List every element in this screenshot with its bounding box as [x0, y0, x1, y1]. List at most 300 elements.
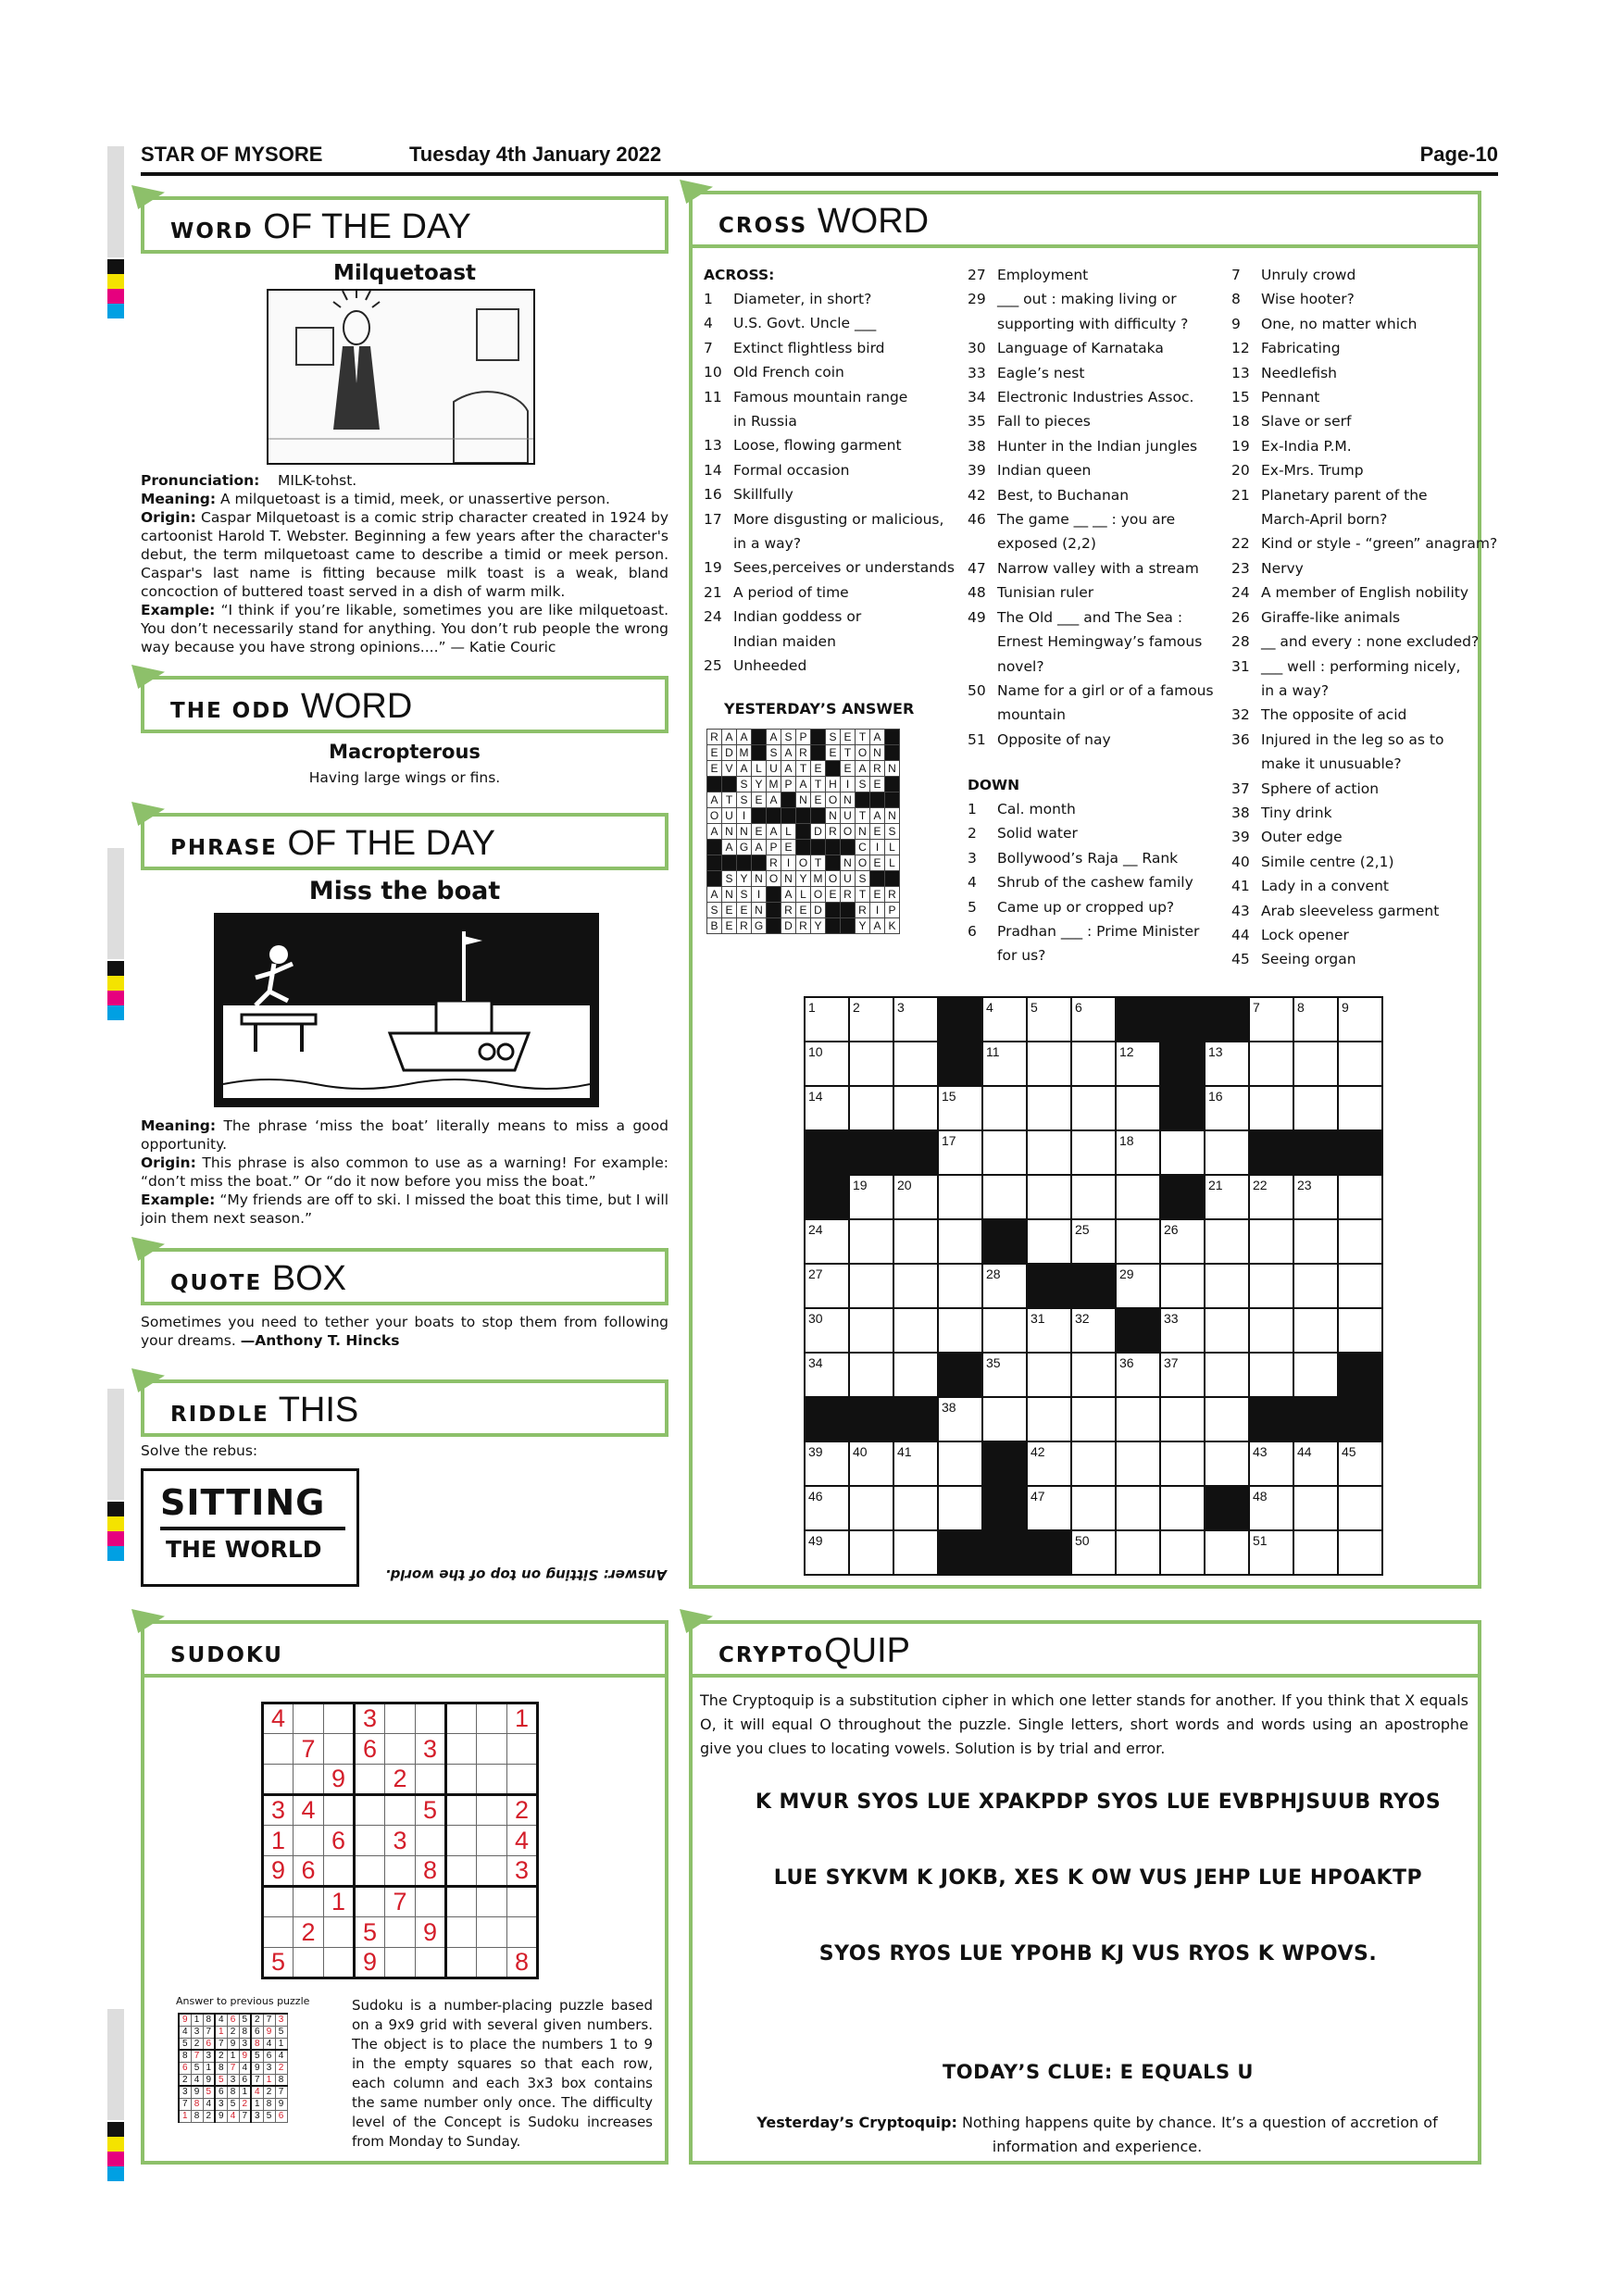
sudoku-cell[interactable] [355, 1887, 385, 1917]
crossword-cell[interactable] [1338, 1486, 1382, 1530]
sudoku-cell[interactable]: 6 [324, 1826, 355, 1856]
reg-magenta [107, 2152, 124, 2166]
prev-answer-cell: 8 [203, 2014, 215, 2026]
crossword-cell[interactable]: 17 [938, 1130, 982, 1175]
clue-number: 39 [1231, 829, 1250, 846]
crossword-cell[interactable] [1116, 1397, 1160, 1441]
sudoku-cell[interactable] [446, 1917, 477, 1948]
answer-cell: G [752, 918, 767, 934]
sudoku-cell[interactable] [324, 1703, 355, 1734]
crossword-cell[interactable] [893, 1308, 938, 1353]
sudoku-cell[interactable] [507, 1917, 538, 1948]
crossword-cell[interactable] [1205, 1130, 1249, 1175]
crossword-cell[interactable] [1027, 1175, 1071, 1219]
prev-answer-cell: 6 [215, 2086, 227, 2098]
crossword-cell[interactable]: 36 [1116, 1353, 1160, 1397]
crossword-cell[interactable]: 20 [893, 1175, 938, 1219]
sudoku-cell[interactable]: 9 [263, 1856, 294, 1887]
sudoku-cell[interactable] [477, 1948, 507, 1978]
crossword-cell[interactable] [1116, 1486, 1160, 1530]
crossword-cell[interactable]: 32 [1071, 1308, 1116, 1353]
clue-number: 39 [968, 462, 986, 480]
crossword-cell[interactable] [1338, 1042, 1382, 1086]
crossword-cell[interactable]: 4 [982, 997, 1027, 1042]
crossword-cell[interactable]: 19 [849, 1175, 893, 1219]
black-square [811, 745, 826, 761]
sudoku-cell[interactable] [477, 1917, 507, 1948]
section-title: QUOTE BOX [170, 1259, 346, 1298]
sudoku-cell[interactable] [324, 1917, 355, 1948]
crossword-cell[interactable]: 16 [1205, 1086, 1249, 1130]
crossword-cell[interactable] [1338, 1264, 1382, 1308]
clue-row [704, 630, 955, 654]
crossword-cell[interactable] [893, 1086, 938, 1130]
prev-answer-cell: 5 [191, 2062, 203, 2074]
answer-cell: R [885, 887, 900, 903]
sudoku-cell[interactable] [507, 1734, 538, 1765]
sudoku-cell[interactable] [385, 1856, 416, 1887]
prev-answer-cell: 8 [227, 2086, 239, 2098]
black-square [707, 840, 722, 855]
crossword-cell[interactable] [1293, 1086, 1338, 1130]
crossword-cell[interactable] [1205, 1264, 1249, 1308]
crossword-cell[interactable] [982, 1175, 1027, 1219]
crossword-cell[interactable] [1160, 1397, 1205, 1441]
crossword-cell[interactable] [938, 1264, 982, 1308]
crossword-cell[interactable] [1160, 1130, 1205, 1175]
crossword-cell[interactable] [1071, 1441, 1116, 1486]
prev-answer-cell: 3 [215, 2098, 227, 2110]
crossword-cell[interactable] [1027, 1219, 1071, 1264]
sudoku-cell[interactable] [294, 1765, 324, 1795]
answer-cell: P [885, 903, 900, 918]
crossword-cell[interactable] [1071, 1042, 1116, 1086]
crossword-cell[interactable] [1160, 1486, 1205, 1530]
prev-answer-cell: 4 [203, 2098, 215, 2110]
crossword-cell[interactable]: 41 [893, 1441, 938, 1486]
crossword-cell[interactable]: 5 [1027, 997, 1071, 1042]
sudoku-cell[interactable] [507, 1887, 538, 1917]
clue-number: 5 [968, 898, 977, 916]
sudoku-cell[interactable] [294, 1703, 324, 1734]
sudoku-cell[interactable] [294, 1826, 324, 1856]
crossword-cell[interactable]: 37 [1160, 1353, 1205, 1397]
sudoku-cell[interactable] [263, 1917, 294, 1948]
sudoku-cell[interactable]: 4 [263, 1703, 294, 1734]
clue-text: Ex-Mrs. Trump [1261, 462, 1364, 480]
sudoku-cell[interactable] [416, 1887, 446, 1917]
crossword-cell[interactable] [1027, 1353, 1071, 1397]
crossword-cell[interactable]: 21 [1205, 1175, 1249, 1219]
crossword-cell[interactable]: 12 [1116, 1042, 1160, 1086]
sudoku-cell[interactable] [477, 1734, 507, 1765]
sudoku-cell[interactable]: 1 [263, 1826, 294, 1856]
sudoku-cell[interactable] [477, 1856, 507, 1887]
crossword-cell[interactable] [849, 1486, 893, 1530]
crossword-cell[interactable] [1293, 1530, 1338, 1575]
sudoku-cell[interactable]: 5 [263, 1948, 294, 1978]
crossword-cell[interactable] [1027, 1086, 1071, 1130]
crossword-cell[interactable]: 38 [938, 1397, 982, 1441]
sudoku-cell[interactable] [385, 1917, 416, 1948]
crossword-cell[interactable]: 39 [805, 1441, 849, 1486]
sudoku-cell[interactable]: 8 [507, 1948, 538, 1978]
crossword-cell[interactable] [1293, 1308, 1338, 1353]
crossword-cell[interactable] [1205, 1441, 1249, 1486]
answer-cell: O [796, 855, 811, 871]
crossword-cell[interactable] [1249, 1264, 1293, 1308]
sudoku-cell[interactable]: 1 [507, 1703, 538, 1734]
answer-cell: N [796, 792, 811, 808]
crossword-cell[interactable] [1249, 1353, 1293, 1397]
sudoku-cell[interactable] [416, 1948, 446, 1978]
clue-row [1231, 947, 1497, 971]
crossword-cell[interactable]: 47 [1027, 1486, 1071, 1530]
crossword-cell[interactable]: 34 [805, 1353, 849, 1397]
sudoku-cell[interactable] [446, 1703, 477, 1734]
sudoku-cell[interactable] [324, 1948, 355, 1978]
sudoku-cell[interactable] [477, 1703, 507, 1734]
prev-answer-cell: 4 [239, 2062, 251, 2074]
crossword-cell[interactable] [1338, 1219, 1382, 1264]
crossword-cell[interactable]: 42 [1027, 1441, 1071, 1486]
crossword-cell[interactable]: 23 [1293, 1175, 1338, 1219]
crossword-cell[interactable] [849, 1264, 893, 1308]
clue-text: Bollywood’s Raja __ Rank [997, 849, 1179, 867]
crossword-cell[interactable] [893, 1486, 938, 1530]
crossword-cell[interactable] [938, 1308, 982, 1353]
sudoku-cell[interactable]: 9 [416, 1917, 446, 1948]
crossword-cell[interactable] [1116, 1441, 1160, 1486]
sudoku-cell[interactable]: 9 [355, 1948, 385, 1978]
clue-text: in a way? [1261, 681, 1330, 699]
clue-text: Shrub of the cashew family [997, 874, 1193, 892]
sudoku-cell[interactable] [416, 1765, 446, 1795]
sudoku-cell[interactable] [477, 1795, 507, 1826]
answer-cell: Y [856, 918, 870, 934]
crossword-cell[interactable] [1027, 1042, 1071, 1086]
sudoku-cell[interactable] [446, 1826, 477, 1856]
answer-cell: N [722, 887, 737, 903]
clue-row [704, 580, 955, 605]
crossword-cell[interactable] [1205, 1308, 1249, 1353]
sudoku-cell[interactable] [477, 1765, 507, 1795]
crossword-cell[interactable] [1071, 1130, 1116, 1175]
crossword-cell[interactable] [982, 1086, 1027, 1130]
crossword-cell[interactable] [982, 1308, 1027, 1353]
crossword-cell[interactable]: 27 [805, 1264, 849, 1308]
sudoku-cell[interactable]: 5 [355, 1917, 385, 1948]
prev-answer-cell: 7 [215, 2038, 227, 2050]
crossword-cell[interactable] [1338, 1086, 1382, 1130]
crossword-cell[interactable] [1071, 1175, 1116, 1219]
sudoku-cell[interactable] [355, 1826, 385, 1856]
crossword-cell[interactable] [849, 1353, 893, 1397]
crossword-cell[interactable] [1205, 1353, 1249, 1397]
crossword-cell[interactable]: 3 [893, 997, 938, 1042]
prev-answer-cell: 6 [251, 2026, 263, 2038]
sudoku-cell[interactable] [263, 1887, 294, 1917]
clue-number: 28 [1231, 633, 1250, 651]
crossword-cell[interactable]: 30 [805, 1308, 849, 1353]
answer-cell: E [781, 840, 796, 855]
crossword-cell[interactable] [1249, 1308, 1293, 1353]
sudoku-cell[interactable] [385, 1734, 416, 1765]
sudoku-cell[interactable] [324, 1734, 355, 1765]
prev-answer-cell: 3 [227, 2074, 239, 2086]
answer-cell: N [885, 761, 900, 777]
prev-answer-cell: 5 [263, 2110, 275, 2122]
crossword-cell[interactable]: 46 [805, 1486, 849, 1530]
crossword-cell[interactable] [893, 1042, 938, 1086]
clue-number: 14 [704, 461, 722, 479]
sudoku-cell[interactable]: 2 [507, 1795, 538, 1826]
sudoku-cell[interactable] [446, 1734, 477, 1765]
sudoku-cell[interactable]: 3 [355, 1703, 385, 1734]
sudoku-cell[interactable]: 3 [385, 1826, 416, 1856]
clue-number: 6 [968, 923, 977, 941]
crossword-cell[interactable] [1338, 1530, 1382, 1575]
crossword-cell[interactable]: 13 [1205, 1042, 1249, 1086]
crossword-cell[interactable] [938, 1175, 982, 1219]
crossword-cell[interactable]: 48 [1249, 1486, 1293, 1530]
crossword-cell[interactable]: 6 [1071, 997, 1116, 1042]
clue-text: Hunter in the Indian jungles [997, 437, 1198, 455]
sudoku-cell[interactable] [416, 1826, 446, 1856]
crossword-cell[interactable]: 8 [1293, 997, 1338, 1042]
clue-text: exposed (2,2) [997, 535, 1096, 553]
crossword-cell[interactable]: 14 [805, 1086, 849, 1130]
sudoku-cell[interactable] [477, 1826, 507, 1856]
crossword-cell[interactable] [1249, 1219, 1293, 1264]
crossword-cell[interactable] [1338, 1308, 1382, 1353]
crossword-cell[interactable] [1116, 1175, 1160, 1219]
sudoku-cell[interactable]: 4 [294, 1795, 324, 1826]
crossword-cell[interactable]: 44 [1293, 1441, 1338, 1486]
prev-answer-cell: 2 [263, 2086, 275, 2098]
crossword-cell[interactable] [1071, 1486, 1116, 1530]
sudoku-cell[interactable] [355, 1856, 385, 1887]
sudoku-cell[interactable] [446, 1887, 477, 1917]
prev-answer-cell: 8 [191, 2110, 203, 2122]
clue-number: 42 [968, 486, 986, 504]
crossword-cell[interactable] [1249, 1042, 1293, 1086]
cipher-line-3: SYOS RYOS LUE YPOHB KJ VUS RYOS K WPOVS. [818, 1942, 1378, 1965]
sudoku-cell[interactable]: 7 [385, 1887, 416, 1917]
answer-cell: O [826, 792, 841, 808]
crossword-cell[interactable] [849, 1086, 893, 1130]
crossword-cell[interactable] [849, 1530, 893, 1575]
corner-flag [131, 1237, 165, 1261]
answer-cell: R [707, 730, 722, 745]
prev-answer-cell: 3 [239, 2038, 251, 2050]
clue-row [704, 605, 955, 629]
crossword-cell[interactable] [1205, 1219, 1249, 1264]
crossword-cell[interactable]: 43 [1249, 1441, 1293, 1486]
sudoku-cell[interactable] [385, 1948, 416, 1978]
sudoku-cell[interactable]: 4 [507, 1826, 538, 1856]
crossword-cell[interactable] [1293, 1042, 1338, 1086]
crossword-cell[interactable]: 9 [1338, 997, 1382, 1042]
sudoku-cell[interactable]: 3 [263, 1795, 294, 1826]
sudoku-cell[interactable]: 2 [294, 1917, 324, 1948]
crossword-cell[interactable]: 25 [1071, 1219, 1116, 1264]
clue-number: 16 [704, 486, 722, 504]
clue-row [704, 458, 955, 482]
crossword-cell[interactable]: 28 [982, 1264, 1027, 1308]
crossword-cell[interactable] [1160, 1441, 1205, 1486]
crossword-cell[interactable] [849, 1308, 893, 1353]
black-square [752, 730, 767, 745]
reg-magenta [107, 991, 124, 1005]
clue-text: Best, to Buchanan [997, 486, 1130, 504]
clue-text: Unruly crowd [1261, 267, 1356, 283]
crossword-cell[interactable] [1293, 1219, 1338, 1264]
crossword-cell[interactable] [1249, 1086, 1293, 1130]
yesterday-answer-grid [706, 729, 900, 934]
sudoku-cell[interactable]: 2 [385, 1765, 416, 1795]
crossword-cell[interactable] [893, 1264, 938, 1308]
crossword-cell[interactable] [893, 1530, 938, 1575]
crossword-cell[interactable]: 29 [1116, 1264, 1160, 1308]
prev-answer-cell: 3 [263, 2062, 275, 2074]
crossword-cell[interactable]: 2 [849, 997, 893, 1042]
sudoku-cell[interactable] [324, 1795, 355, 1826]
clue-row [968, 821, 1199, 845]
crossword-cell[interactable] [982, 1397, 1027, 1441]
black-square [781, 808, 796, 824]
black-square [796, 824, 811, 840]
sudoku-cell[interactable]: 8 [416, 1856, 446, 1887]
crossword-cell[interactable] [1293, 1353, 1338, 1397]
crossword-cell[interactable]: 10 [805, 1042, 849, 1086]
black-square [856, 792, 870, 808]
crossword-cell[interactable] [1027, 1130, 1071, 1175]
crossword-cell[interactable] [982, 1130, 1027, 1175]
crossword-cell[interactable] [1027, 1397, 1071, 1441]
crossword-cell[interactable]: 49 [805, 1530, 849, 1575]
crossword-cell[interactable]: 7 [1249, 997, 1293, 1042]
clue-text: U.S. Govt. Uncle ___ [733, 315, 877, 332]
sudoku-cell[interactable] [294, 1887, 324, 1917]
sudoku-cell[interactable]: 1 [324, 1887, 355, 1917]
crossword-cell[interactable]: 31 [1027, 1308, 1071, 1353]
sudoku-cell[interactable]: 9 [324, 1765, 355, 1795]
crossword-cell[interactable]: 51 [1249, 1530, 1293, 1575]
crossword-cell[interactable] [1071, 1353, 1116, 1397]
rebus-top: SITTING [160, 1482, 326, 1523]
sudoku-cell[interactable] [416, 1703, 446, 1734]
crossword-cell[interactable] [1160, 1264, 1205, 1308]
clue-text: novel? [997, 657, 1044, 675]
crossword-cell[interactable]: 18 [1116, 1130, 1160, 1175]
crossword-cell[interactable] [938, 1441, 982, 1486]
sudoku-cell[interactable] [263, 1734, 294, 1765]
sudoku-cell[interactable] [355, 1765, 385, 1795]
sudoku-cell[interactable] [507, 1765, 538, 1795]
crossword-cell[interactable] [849, 1219, 893, 1264]
answer-cell: E [870, 777, 885, 792]
crossword-cell[interactable] [938, 1219, 982, 1264]
crossword-cell[interactable]: 35 [982, 1353, 1027, 1397]
crossword-cell[interactable] [1116, 1086, 1160, 1130]
sudoku-cell[interactable] [446, 1948, 477, 1978]
sudoku-cell[interactable] [477, 1887, 507, 1917]
crossword-cell[interactable]: 50 [1071, 1530, 1116, 1575]
sudoku-cell[interactable] [446, 1795, 477, 1826]
crossword-cell[interactable]: 24 [805, 1219, 849, 1264]
crossword-cell[interactable] [938, 1486, 982, 1530]
crossword-cell[interactable]: 26 [1160, 1219, 1205, 1264]
crossword-cell[interactable]: 22 [1249, 1175, 1293, 1219]
crossword-cell[interactable] [1116, 1219, 1160, 1264]
crossword-cell[interactable] [1116, 1530, 1160, 1575]
answer-cell: I [752, 887, 767, 903]
down-heading: DOWN [968, 777, 1020, 793]
sudoku-cell[interactable] [263, 1765, 294, 1795]
answer-cell: O [841, 824, 856, 840]
answer-cell: O [767, 871, 781, 887]
sudoku-cell[interactable]: 3 [416, 1734, 446, 1765]
word-of-day-word: Milquetoast [332, 261, 477, 285]
crossword-cell[interactable] [893, 1219, 938, 1264]
crossword-cell[interactable] [1205, 1530, 1249, 1575]
crossword-cell[interactable]: 33 [1160, 1308, 1205, 1353]
sudoku-cell[interactable]: 5 [416, 1795, 446, 1826]
crossword-cell[interactable] [1293, 1264, 1338, 1308]
reg-yellow [107, 976, 124, 991]
crossword-cell[interactable] [1071, 1397, 1116, 1441]
reg-yellow [107, 274, 124, 289]
crossword-cell[interactable] [849, 1042, 893, 1086]
sudoku-cell[interactable] [385, 1703, 416, 1734]
word-of-day-title-box [141, 196, 668, 254]
crossword-cell[interactable] [1338, 1175, 1382, 1219]
answer-cell: R [796, 918, 811, 934]
answer-cell: I [737, 808, 752, 824]
crossword-cell[interactable] [893, 1353, 938, 1397]
sudoku-cell[interactable]: 3 [507, 1856, 538, 1887]
sudoku-cell[interactable]: 6 [355, 1734, 385, 1765]
sudoku-cell[interactable] [324, 1856, 355, 1887]
crossword-cell[interactable]: 15 [938, 1086, 982, 1130]
answer-cell: R [767, 855, 781, 871]
black-square [826, 918, 841, 934]
crossword-cell[interactable] [1160, 1530, 1205, 1575]
sudoku-cell[interactable]: 7 [294, 1734, 324, 1765]
answer-cell: S [826, 730, 841, 745]
sudoku-cell[interactable] [446, 1765, 477, 1795]
sudoku-cell[interactable] [355, 1795, 385, 1826]
clue-text: Indian goddess or [733, 608, 862, 626]
crossword-cell[interactable]: 45 [1338, 1441, 1382, 1486]
clue-text: Fall to pieces [997, 413, 1091, 430]
answer-cell: E [811, 792, 826, 808]
crossword-cell[interactable] [1205, 1397, 1249, 1441]
sudoku-cell[interactable] [385, 1795, 416, 1826]
sudoku-cell[interactable]: 6 [294, 1856, 324, 1887]
black-square [1338, 1130, 1382, 1175]
clue-number: 1 [968, 801, 977, 817]
sudoku-cell[interactable] [294, 1948, 324, 1978]
crossword-cell[interactable] [1293, 1486, 1338, 1530]
crossword-cell[interactable]: 40 [849, 1441, 893, 1486]
crossword-cell[interactable] [1071, 1086, 1116, 1130]
crossword-cell[interactable]: 1 [805, 997, 849, 1042]
sudoku-cell[interactable] [446, 1856, 477, 1887]
crossword-cell[interactable]: 11 [982, 1042, 1027, 1086]
black-square [811, 840, 826, 855]
